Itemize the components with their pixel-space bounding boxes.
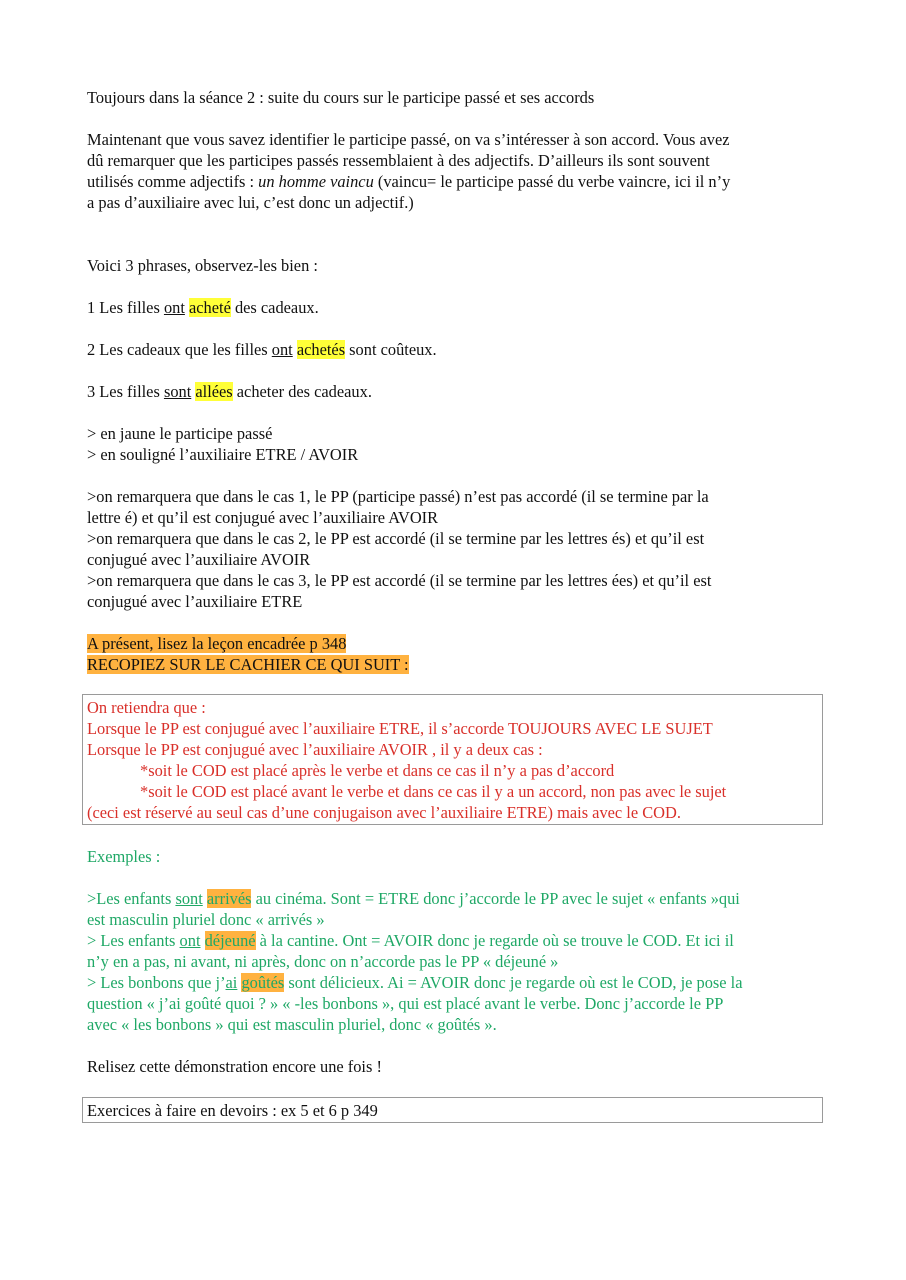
participle-highlight: goûtés [241,973,285,992]
examples-title: Exemples : [87,847,161,866]
legend-line-1: > en jaune le participe passé [87,424,273,443]
remark-line-1: >on remarquera que dans le cas 1, le PP (participe passé) n’est pas accordé (il se termine par la [87,487,709,506]
auxiliary-underlined: ont [163,298,185,317]
instruction-line-2 [87,654,409,675]
phrase-text: 1 Les filles [87,298,164,317]
example-2 [87,930,734,951]
auxiliary-underlined: ont [271,340,293,359]
instruction-highlight: RECOPIEZ SUR LE CACHIER CE QUI SUIT : [87,655,409,674]
intro-line-1: Maintenant que vous savez identifier le participe passé, on va s’intéresser à son accord. Vous avez [87,130,730,149]
phrase-3 [87,381,372,402]
rule-line-2: Lorsque le PP est conjugué avec l’auxiliaire ETRE, il s’accorde TOUJOURS AVEC LE SUJET [87,719,713,738]
legend-line-2: > en souligné l’auxiliaire ETRE / AVOIR [87,445,359,464]
example-text: au cinéma. Sont = ETRE donc j’accorde le PP avec le sujet « enfants »qui [251,889,740,908]
rule-line-6: (ceci est réservé au seul cas d’une conjugaison avec l’auxiliaire ETRE) mais avec le COD. [87,803,681,822]
participle-highlight: allées [195,382,233,401]
rule-line-1: On retiendra que : [87,698,206,717]
example-text: > Les enfants [87,931,180,950]
phrase-text: des cadeaux. [230,298,319,317]
remark-line-3: >on remarquera que dans le cas 2, le PP est accordé (il se termine par les lettres és) et qu’il est [87,529,705,548]
voici-line: Voici 3 phrases, observez-les bien : [87,256,318,275]
auxiliary-underlined: sont [175,889,203,908]
example-3 [87,972,743,993]
phrase-text: acheter des cadeaux. [232,382,372,401]
remark-line-2: lettre é) et qu’il est conjugué avec l’auxiliaire AVOIR [87,508,439,527]
example-3-cont-1: question « j’ai goûté quoi ? » « -les bonbons », qui est placé avant le verbe. Donc j’accorde le PP [87,994,724,1013]
rule-line-3: Lorsque le PP est conjugué avec l’auxiliaire AVOIR , il y a deux cas : [87,740,543,759]
phrase-text: 2 Les cadeaux que les filles [87,340,272,359]
homework-line: Exercices à faire en devoirs : ex 5 et 6 p 349 [87,1101,378,1120]
example-3-cont-2: avec « les bonbons » qui est masculin pluriel, donc « goûtés ». [87,1015,497,1034]
example-phrase-italic: un homme vaincu [258,172,374,191]
intro-line-3-pre: utilisés comme adjectifs : [87,172,259,191]
intro-line-4: a pas d’auxiliaire avec lui, c’est donc un adjectif.) [87,193,414,212]
example-text: > Les bonbons que j’ [87,973,226,992]
auxiliary-underlined: ont [179,931,201,950]
example-text: sont délicieux. Ai = AVOIR donc je regarde où est le COD, je pose la [284,973,743,992]
rule-line-4: *soit le COD est placé après le verbe et dans ce cas il n’y a pas d’accord [140,761,615,780]
example-2-cont: n’y en a pas, ni avant, ni après, donc on n’accorde pas le PP « déjeuné » [87,952,559,971]
example-text: >Les enfants [87,889,176,908]
example-text: à la cantine. Ont = AVOIR donc je regarde où se trouve le COD. Et ici il [255,931,734,950]
participle-highlight: arrivés [206,889,252,908]
intro-line-3-post: (vaincu= le participe passé du verbe vaincre, ici il n’y [373,172,731,191]
page-title: Toujours dans la séance 2 : suite du cours sur le participe passé et ses accords [87,88,595,107]
phrase-text: 3 Les filles [87,382,164,401]
example-1 [87,888,740,909]
intro-line-2: dû remarquer que les participes passés ressemblaient à des adjectifs. D’ailleurs ils sont souvent [87,151,710,170]
phrase-2 [87,339,437,360]
remark-line-5: >on remarquera que dans le cas 3, le PP est accordé (il se termine par les lettres ées) et qu’il est [87,571,712,590]
instruction-line-1 [87,633,346,654]
phrase-1 [87,297,319,318]
participle-highlight: acheté [189,298,231,317]
remark-line-6: conjugué avec l’auxiliaire ETRE [87,592,303,611]
spacer [201,931,205,950]
participle-highlight: déjeuné [204,931,256,950]
auxiliary-underlined: sont [163,382,192,401]
phrase-text: sont coûteux. [345,340,437,359]
instruction-highlight: A présent, lisez la leçon encadrée p 348 [87,634,347,653]
intro-line-3 [87,171,730,192]
rule-line-5: *soit le COD est placé avant le verbe et dans ce cas il y a un accord, non pas avec le sujet [140,782,727,801]
reread-line: Relisez cette démonstration encore une fois ! [87,1057,382,1076]
auxiliary-underlined: ai [225,973,238,992]
example-1-cont: est masculin pluriel donc « arrivés » [87,910,325,929]
remark-line-4: conjugué avec l’auxiliaire AVOIR [87,550,311,569]
participle-highlight: achetés [296,340,346,359]
